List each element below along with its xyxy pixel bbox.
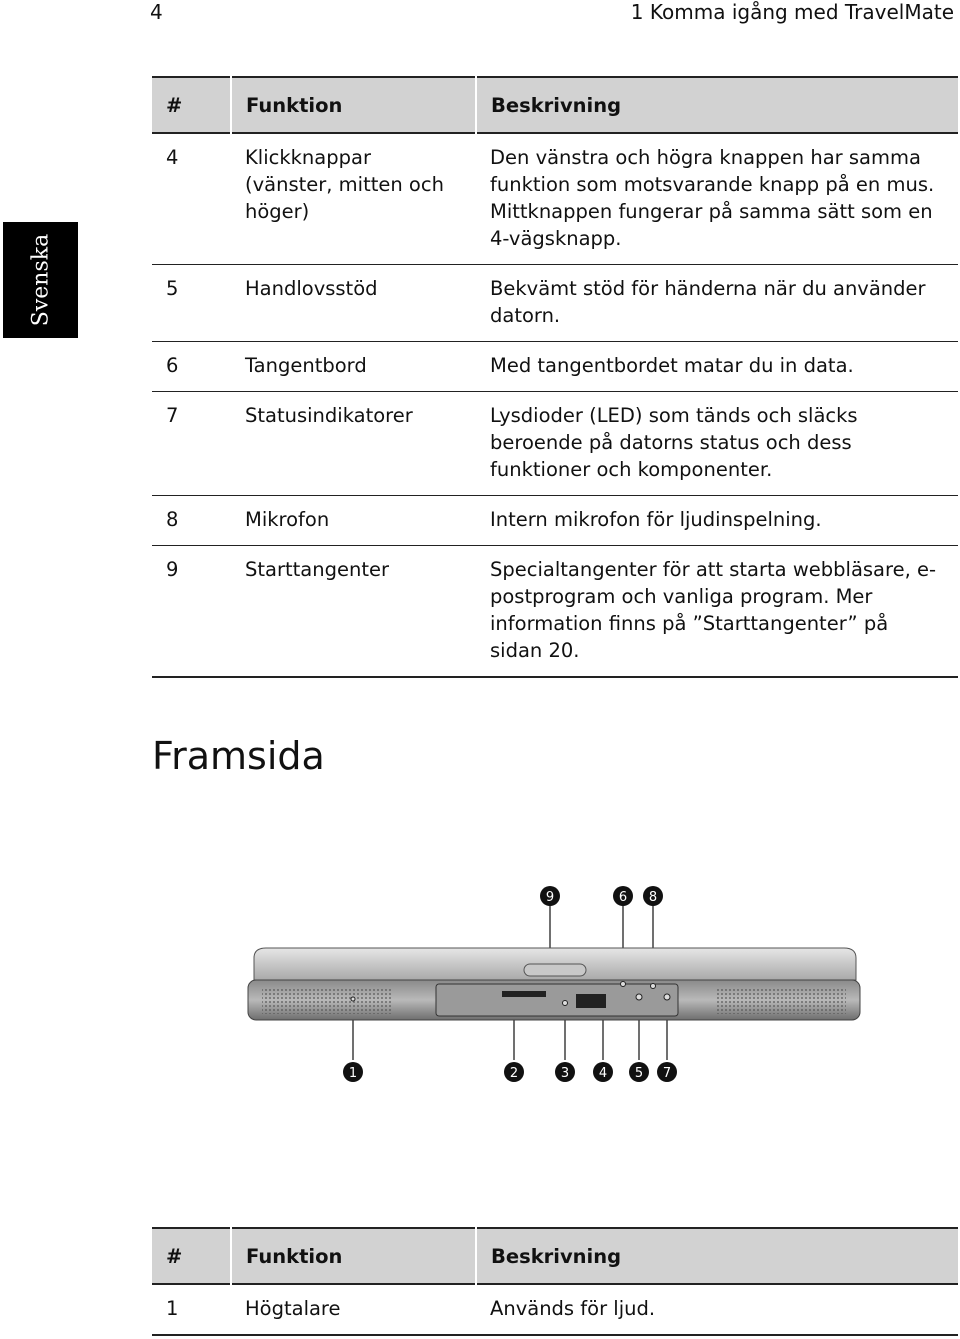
feature-table-top	[152, 76, 958, 678]
table-row	[152, 342, 958, 392]
microphone-icon	[651, 984, 656, 989]
row-description: Intern mikrofon för ljudinspelning.	[490, 508, 822, 531]
row-number: 6	[166, 354, 179, 377]
table-row	[152, 265, 958, 342]
svg-text:9: 9	[545, 890, 555, 905]
svg-text:2: 2	[509, 1066, 519, 1081]
svg-text:1: 1	[348, 1066, 358, 1081]
row-function: Starttangenter	[245, 558, 389, 581]
row-number: 8	[166, 508, 179, 531]
row-number: 9	[166, 558, 179, 581]
callout-badge	[613, 886, 633, 906]
row-function: Mikrofon	[245, 508, 330, 531]
row-function: Statusindikatorer	[245, 404, 413, 427]
row-description: Lysdioder (LED) som tänds och släcks beroende på datorns status och dess funktioner och komponenter.	[490, 404, 858, 481]
callout-badge	[593, 1062, 613, 1082]
row-description: Specialtangenter för att starta webbläsare, e-postprogram och vanliga program. Mer information finns på ”Starttangenter” på sidan 20.	[490, 558, 937, 662]
callout-badge	[657, 1062, 677, 1082]
table-row	[152, 1284, 958, 1335]
speaker-grille-left-icon	[262, 988, 392, 1014]
card-slot	[502, 991, 546, 997]
column-header-number: #	[152, 1228, 231, 1284]
callout-badge	[540, 886, 560, 906]
table-row	[152, 496, 958, 546]
port-icon	[563, 1001, 568, 1006]
svg-text:3: 3	[560, 1066, 570, 1081]
callout-badge	[504, 1062, 524, 1082]
column-header-function: Funktion	[231, 1228, 476, 1284]
row-number: 4	[166, 146, 179, 169]
callout-badge	[643, 886, 663, 906]
row-description: Med tangentbordet matar du in data.	[490, 354, 854, 377]
section-title-front: Framsida	[152, 734, 325, 778]
callout-badge	[629, 1062, 649, 1082]
language-side-tab	[3, 222, 78, 338]
row-function: Högtalare	[245, 1297, 341, 1320]
row-number: 1	[166, 1297, 179, 1320]
column-header-function: Funktion	[231, 77, 476, 133]
row-function: Handlovsstöd	[245, 277, 378, 300]
row-description: Används för ljud.	[490, 1297, 656, 1320]
column-header-description: Beskrivning	[476, 77, 958, 133]
side-tab-label: Svenska	[28, 233, 53, 327]
table-row	[152, 133, 958, 265]
row-description: Bekvämt stöd för händerna när du använder datorn.	[490, 277, 926, 327]
table-row	[152, 392, 958, 496]
table-header-row	[152, 1228, 958, 1284]
laptop-front-illustration	[240, 880, 870, 1090]
table-row	[152, 546, 958, 678]
front-panel	[436, 984, 678, 1016]
callout-badge	[555, 1062, 575, 1082]
row-number: 7	[166, 404, 179, 427]
row-function: Tangentbord	[245, 354, 367, 377]
row-number: 5	[166, 277, 179, 300]
svg-text:7: 7	[662, 1066, 672, 1081]
chapter-title: 1 Komma igång med TravelMate	[630, 0, 954, 24]
speaker-grille-right-icon	[716, 988, 846, 1014]
ir-port	[576, 994, 606, 1008]
audio-jack-icon	[636, 994, 642, 1000]
svg-text:8: 8	[648, 890, 658, 905]
svg-text:6: 6	[618, 890, 628, 905]
row-description: Den vänstra och högra knappen har samma funktion som motsvarande knapp på en mus. Mittknappen fungerar på samma sätt som en 4-vägsknapp.	[490, 146, 935, 250]
speaker-icon	[351, 997, 355, 1001]
table-header-row	[152, 77, 958, 133]
column-header-number: #	[152, 77, 231, 133]
column-header-description: Beskrivning	[476, 1228, 958, 1284]
row-function: Klickknappar (vänster, mitten och höger)	[245, 146, 444, 223]
callout-badge	[343, 1062, 363, 1082]
page-number: 4	[150, 0, 163, 24]
status-led-icon	[621, 982, 626, 987]
lid-latch	[524, 964, 586, 976]
svg-text:5: 5	[634, 1066, 644, 1081]
feature-table-front	[152, 1227, 958, 1336]
svg-text:4: 4	[598, 1066, 608, 1081]
audio-jack-icon	[664, 994, 670, 1000]
